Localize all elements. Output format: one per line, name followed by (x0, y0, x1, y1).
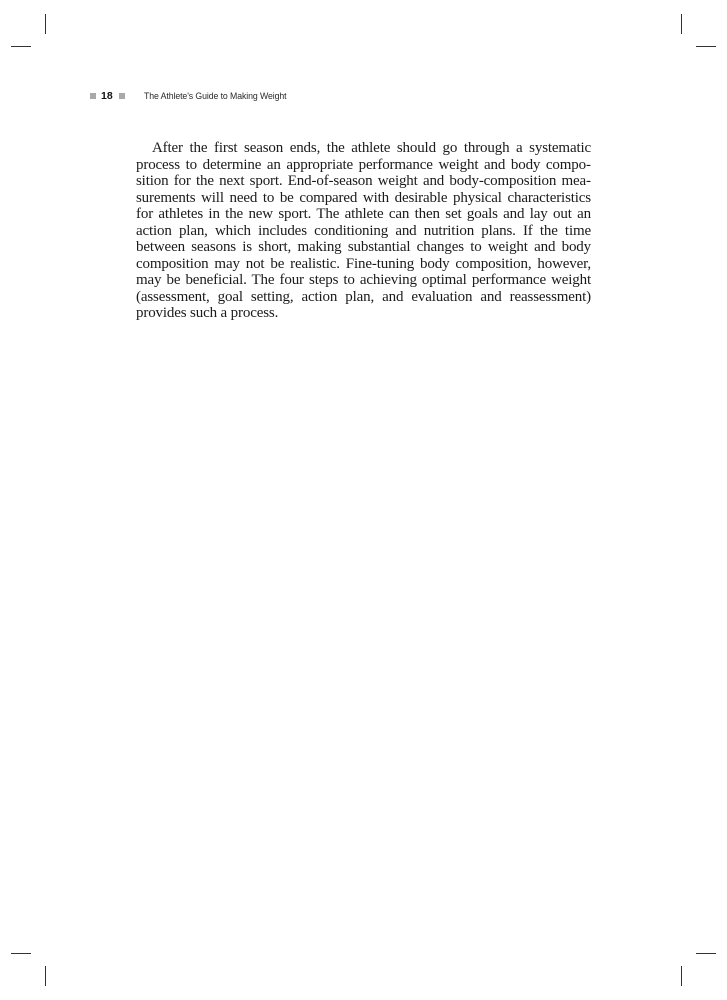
page-number: 18 (101, 90, 113, 102)
header-square-icon (119, 93, 125, 99)
crop-mark-bottom-right (681, 966, 682, 986)
crop-mark-bottom-left (11, 953, 31, 954)
crop-mark-top-left (11, 46, 31, 47)
body-paragraph: After the first season ends, the athlete should go through a systematic process to determine an appropriate performance weight and body composition for the next sport. End-of-season weight and body-composition measurements will need to be compared with desirable physical characteristics for athletes in the new sport. The athlete can then set goals and lay out an action plan, which includes conditioning and nutrition plans. If the time between seasons is short, making substantial changes to weight and body composition may not be realistic. Fine-tuning body composition, however, may be beneficial. The four steps to achieving optimal performance weight (assessment, goal setting, action plan, and evaluation and reassessment) provides such a process. (136, 140, 591, 321)
running-header (90, 89, 299, 103)
crop-mark-top-left (45, 14, 46, 34)
crop-mark-bottom-left (45, 966, 46, 986)
crop-mark-bottom-right (696, 953, 716, 954)
crop-mark-top-right (696, 46, 716, 47)
running-title: The Athlete's Guide to Making Weight (143, 90, 287, 102)
crop-mark-top-right (681, 14, 682, 34)
header-square-icon (90, 93, 96, 99)
